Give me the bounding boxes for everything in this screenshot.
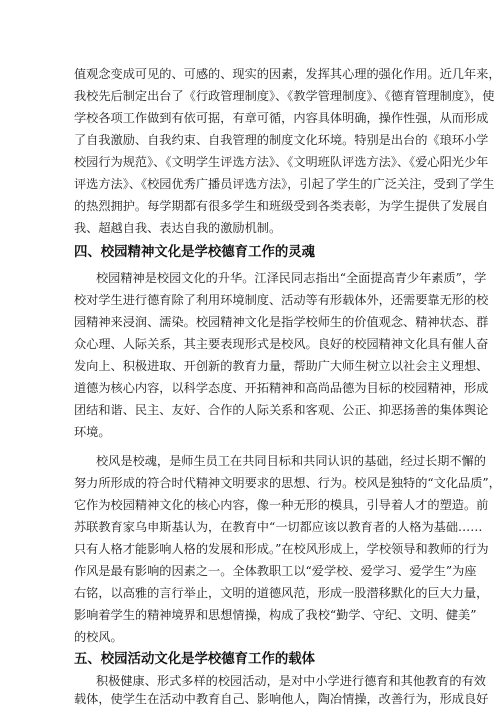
text-line: 的校风。 [74,630,123,644]
text-line: 只有人格才能影响人格的发展和形成。”在校风形成上，学校领导和教师的行为 [74,542,489,556]
text-line: 努力所形成的符合时代精神文明要求的思想、行为。校风是独特的“文化品质”， [74,476,501,490]
text-line: 校园精神是校园文化的升华。江泽民同志指出“全面提高青少年素质”，学 [96,271,487,285]
text-line: 右铭，以高雅的言行举止，文明的道德风范，形成一股潜移默化的巨大力量， [74,586,489,600]
text-line: 我校先后制定出台了《行政管理制度》、《教学管理制度》、《德育管理制度》，使 [74,89,495,103]
text-line: 众心理、人际关系，其主要表现形式是校风。良好的校园精神文化具有催人奋 [74,337,489,351]
text-line: 团结和谐、民主、友好、合作的人际关系和客观、公正、抑恶扬善的集体舆论 [74,403,489,417]
text-line: 校风是校魂，是师生员工在共同目标和共同认识的基础，经过长期不懈的 [96,454,486,468]
text-line: 作风是最有影响的因素之一。全体教职工以“爱学校、爱学习、爱学生”为座 [74,564,477,578]
text-line: 校对学生进行德育除了利用环境制度、活动等有形载体外，还需要靠无形的校 [74,293,489,307]
text-line: 环境。 [74,425,111,439]
text-line: 园精神来浸润、濡染。校园精神文化是指学校师生的价值观念、精神状态、群 [74,315,489,329]
text-line: 我、超越自我、表达自我的激励机制。 [74,221,282,235]
text-line: 苏联教育家乌申斯基认为，在教育中“一切都应该以教育者的人格为基础…… [74,520,483,534]
text-line: 积极健康、形式多样的校园活动，是对中小学进行德育和其他教育的有效 [96,674,486,688]
text-line: 发向上、积极进取、开创新的教育力量，帮助广大师生树立以社会主义理想、 [74,359,489,373]
text-line: 道德为核心内容，以科学态度、开拓精神和高尚品德为目标的校园精神，形成 [74,381,489,395]
text-line: 评选方法》、《校园优秀广播员评选方法》，引起了学生的广泛关注，受到了学生 [74,177,495,191]
text-line: 了自我激励、自我约束、自我管理的制度文化环境。特别是出台的《琅环小学 [74,133,489,147]
section-heading: 五、校园活动文化是学校德育工作的载体 [74,652,316,667]
text-line: 它作为校园精神文化的核心内容，像一种无形的模具，引导着人才的塑造。前 [74,498,489,512]
text-line: 校园行为规范》、《文明学生评选方法》、《文明班队评选方法》、《爱心阳光少年 [74,155,489,169]
section-heading: 四、校园精神文化是学校德育工作的灵魂 [74,245,316,260]
text-line: 载体，使学生在活动中教育自己、影响他人，陶冶情操，改善行为，形成良好 [74,692,489,706]
text-line: 学校各项工作做到有依可据，有章可循，内容具体明确，操作性强，从而形成 [74,111,489,125]
text-line: 影响着学生的精神境界和思想情操，构成了我校“勤学、守纪、文明、健美” [74,608,477,622]
text-line: 的热烈拥护。每学期都有很多学生和班级受到各类表彰，为学生提供了发展自 [74,199,489,213]
text-line: 值观念变成可见的、可感的、现实的因素，发挥其心理的强化作用。近几年来， [74,67,501,81]
